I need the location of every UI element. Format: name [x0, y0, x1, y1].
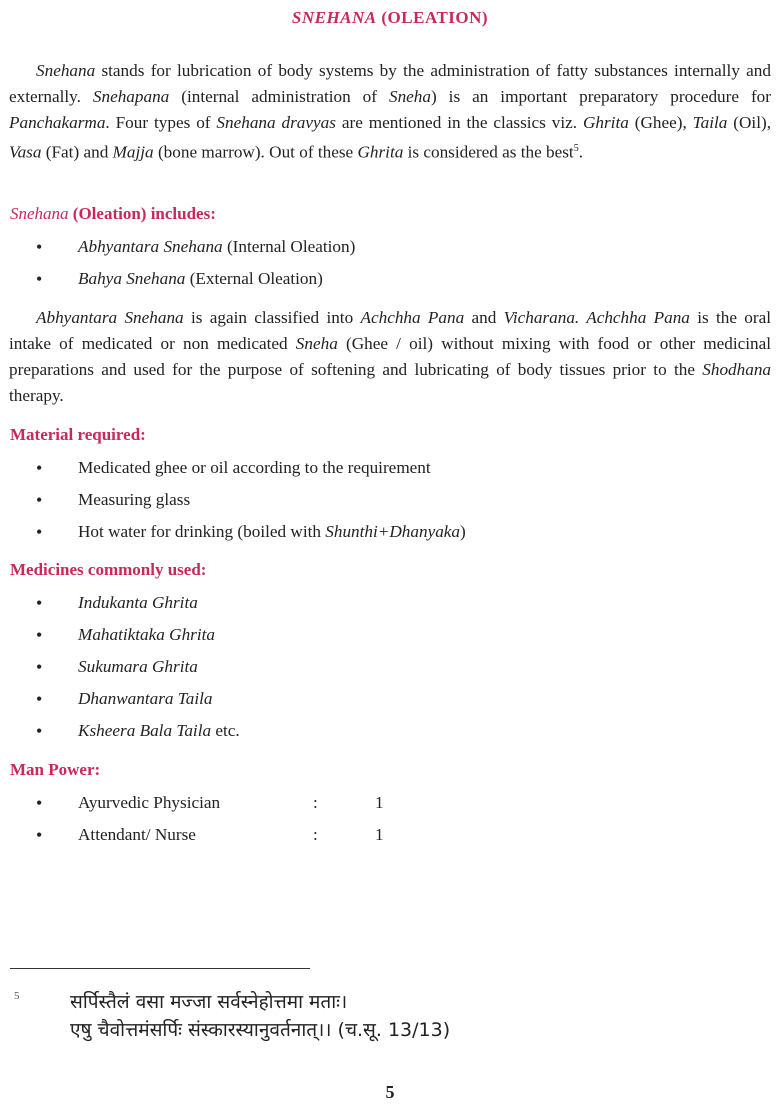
footnote-line-1: सर्पिस्तैलं वसा मज्जा सर्वस्नेहोत्तमा मताः। — [70, 991, 348, 1013]
list-item: • Attendant/ Nurse : 1 — [0, 822, 780, 854]
bullet-icon: • — [36, 625, 43, 645]
includes-heading: Snehana (Oleation) includes: — [10, 204, 216, 223]
bullet-icon: • — [36, 689, 43, 709]
list-item: • Ksheera Bala Taila etc. — [0, 718, 780, 750]
footnote-mark: 5 — [14, 990, 20, 1002]
material-list — [0, 455, 780, 551]
intro-paragraph: Snehana stands for lubrication of body systems by the administration of fatty substances internally and externally. Snehapana (internal administration of Sneha) is an important preparatory procedure for Panchakarma. Four types of Snehana dravyas are mentioned in the classics viz. Ghrita (Ghee), Taila (Oil), Vasa (Fat) and Majja (bone marrow). Out of these Ghrita is considered as the best$^5$. — [9, 61, 771, 162]
bullet-icon: • — [36, 593, 43, 613]
bullet-icon: • — [36, 721, 43, 741]
list-item: • Indukanta Ghrita — [0, 590, 780, 622]
page-title: SNEHANA (OLEATION) — [291, 8, 489, 27]
footnote-line-2: एषु चैवोत्तमंसर्पिः संस्कारस्यानुवर्तनात्।। (च.सू. 13/13) — [70, 1019, 451, 1041]
manpower-heading: Man Power: — [10, 760, 101, 779]
footnote-divider — [10, 968, 310, 969]
bullet-icon: • — [36, 657, 43, 677]
bullet-icon: • — [36, 793, 43, 813]
bullet-icon: • — [36, 522, 43, 542]
abhyantara-paragraph: Abhyantara Snehana is again classified into Achchha Pana and Vicharana. Achchha Pana is the oral intake of medicated or non medicated Sneha (Ghee / oil) without mixing with food or other medicinal preparations and used for the purpose of softening and lubricating of body tissues prior to the Shodhana therapy. — [9, 308, 772, 405]
bullet-icon: • — [36, 237, 43, 257]
list-item: • Bahya Snehana (External Oleation) — [0, 266, 780, 298]
bullet-icon: • — [36, 458, 43, 478]
list-item: • Sukumara Ghrita — [0, 654, 780, 686]
bullet-icon: • — [36, 825, 43, 845]
list-item: • Medicated ghee or oil according to the requirement — [0, 455, 780, 487]
list-item: • Abhyantara Snehana (Internal Oleation) — [0, 234, 780, 266]
list-item: • Dhanwantara Taila — [0, 686, 780, 718]
list-item: • Mahatiktaka Ghrita — [0, 622, 780, 654]
bullet-icon: • — [36, 269, 43, 289]
manpower-list — [0, 790, 780, 854]
list-item: • Hot water for drinking (boiled with Shunthi+Dhanyaka) — [0, 519, 780, 551]
list-item: • Ayurvedic Physician : 1 — [0, 790, 780, 822]
material-heading: Material required: — [10, 425, 146, 444]
medicines-heading: Medicines commonly used: — [10, 560, 207, 579]
list-item: • Measuring glass — [0, 487, 780, 519]
includes-list — [0, 234, 780, 298]
bullet-icon: • — [36, 490, 43, 510]
page-number: 5 — [385, 1082, 395, 1102]
medicines-list — [0, 590, 780, 750]
